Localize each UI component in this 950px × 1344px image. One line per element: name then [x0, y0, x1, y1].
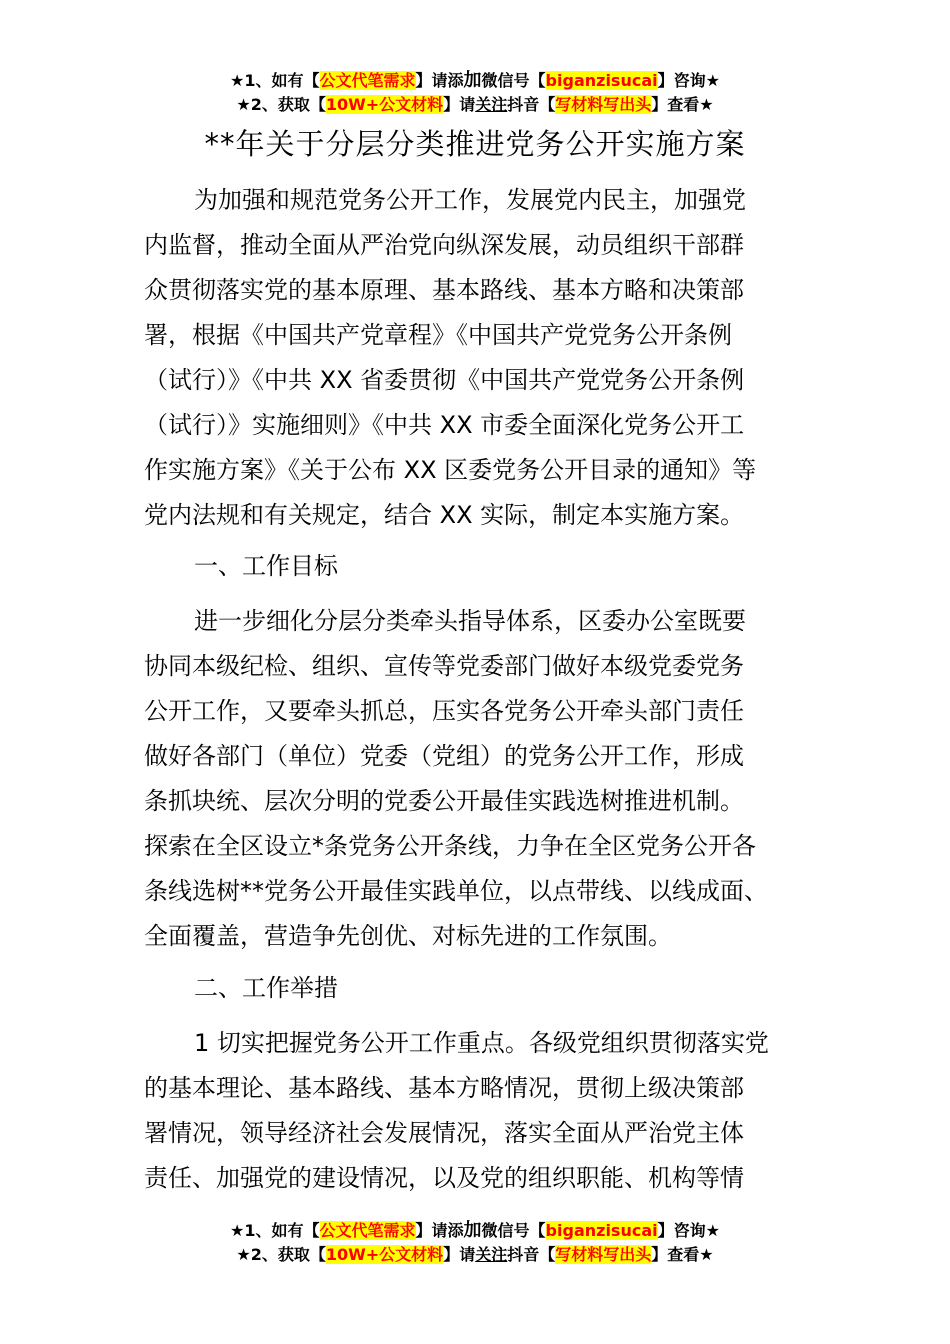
measures-paragraph: [144, 1021, 824, 1201]
footer-promo: [0, 1219, 950, 1267]
promo-highlight: 公文代笔需求: [319, 1221, 416, 1240]
paragraph-line: 公开工作，又要牵头抓总，压实各党务公开牵头部门责任: [144, 697, 744, 725]
promo-wechat-id: biganzisucai: [545, 1221, 658, 1240]
promo-wechat-id: biganzisucai: [545, 71, 658, 90]
document-title: **年关于分层分类推进党务公开实施方案: [204, 127, 746, 161]
section-heading-2: [144, 966, 824, 1011]
promo-line-2: ★2、获取【10W+公文材料】请关注抖音【写材料写出头】查看★: [236, 95, 714, 114]
paragraph-line: 内监督，推动全面从严治党向纵深发展，动员组织干部群: [144, 231, 744, 259]
paragraph-line: 署情况，领导经济社会发展情况，落实全面从严治党主体: [144, 1119, 744, 1147]
paragraph-line: 做好各部门（单位）党委（党组）的党务公开工作，形成: [144, 742, 744, 770]
header-promo: [0, 69, 950, 117]
paragraph-line: 的基本理论、基本路线、基本方略情况，贯彻上级决策部: [144, 1074, 744, 1102]
promo-line-2: ★2、获取【10W+公文材料】请关注抖音【写材料写出头】查看★: [236, 1245, 714, 1264]
paragraph-line: 全面覆盖，营造争先创优、对标先进的工作氛围。: [144, 922, 672, 950]
paragraph-line: 1 切实把握党务公开工作重点。各级党组织贯彻落实党: [194, 1029, 769, 1057]
paragraph-line: 条抓块统、层次分明的党委公开最佳实践选树推进机制。: [144, 787, 744, 815]
promo-highlight: 10W+公文材料: [325, 95, 444, 114]
section-heading-1: [144, 544, 824, 589]
promo-douyin-id: 写材料写出头: [555, 1245, 652, 1264]
section-heading: 一、工作目标: [194, 552, 338, 580]
paragraph-line: 责任、加强党的建设情况，以及党的组织职能、机构等情: [144, 1164, 744, 1192]
goals-paragraph: [144, 599, 824, 959]
paragraph-line: 署，根据《中国共产党章程》《中国共产党党务公开条例: [144, 321, 732, 349]
paragraph-line: （试行）》实施细则》《中共 XX 市委全面深化党务公开工: [144, 411, 745, 439]
paragraph-line: 进一步细化分层分类牵头指导体系，区委办公室既要: [194, 607, 746, 635]
section-heading: 二、工作举措: [194, 974, 338, 1002]
promo-highlight: 公文代笔需求: [319, 71, 416, 90]
intro-paragraph: [144, 178, 824, 538]
promo-line-1: ★1、如有【公文代笔需求】请添加微信号【biganzisucai】咨询★: [230, 1220, 720, 1241]
paragraph-line: （试行）》《中共 XX 省委贯彻《中国共产党党务公开条例: [144, 366, 745, 394]
paragraph-line: 作实施方案》《关于公布 XX 区委党务公开目录的通知》等: [144, 456, 757, 484]
promo-douyin-id: 写材料写出头: [555, 95, 652, 114]
paragraph-line: 协同本级纪检、组织、宣传等党委部门做好本级党委党务: [144, 652, 744, 680]
paragraph-line: 众贯彻落实党的基本原理、基本路线、基本方略和决策部: [144, 276, 744, 304]
paragraph-line: 探索在全区设立*条党务公开条线，力争在全区党务公开各: [144, 832, 756, 860]
promo-line-1: ★1、如有【公文代笔需求】请添加微信号【biganzisucai】咨询★: [230, 70, 720, 91]
paragraph-line: 党内法规和有关规定，结合 XX 实际，制定本实施方案。: [144, 501, 745, 529]
paragraph-line: 为加强和规范党务公开工作，发展党内民主，加强党: [194, 186, 746, 214]
paragraph-line: 条线选树**党务公开最佳实践单位，以点带线、以线成面、: [144, 877, 768, 905]
promo-highlight: 10W+公文材料: [325, 1245, 444, 1264]
